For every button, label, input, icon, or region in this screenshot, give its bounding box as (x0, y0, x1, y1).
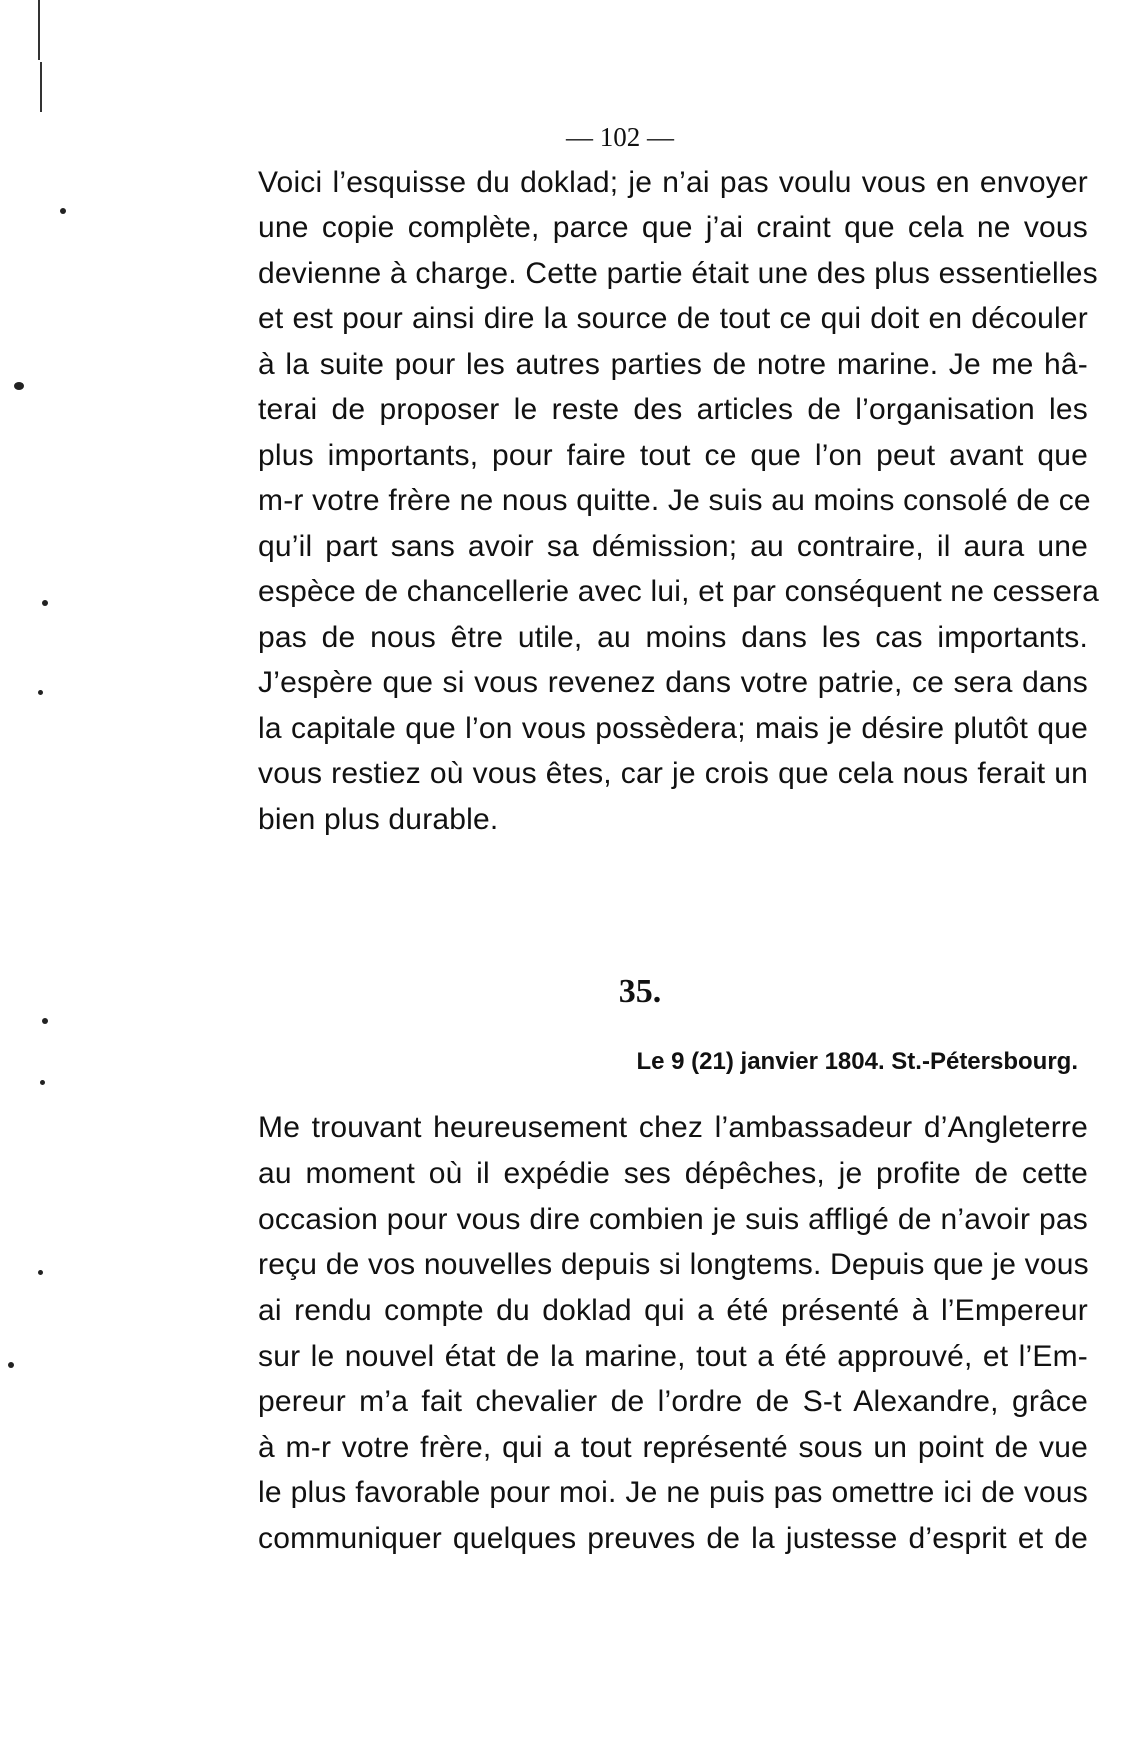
scan-speck (38, 1270, 43, 1275)
scan-speck (42, 600, 48, 606)
text-line: devienne à charge. Cette partie était une des plus essentielles (258, 257, 1098, 290)
dateline: Le 9 (21) janvier 1804. St.-Pétersbourg. (636, 1048, 1078, 1075)
text-line: sur le nouvel état de la marine, tout a été approuvé, et l’Em- (258, 1340, 1088, 1373)
text-line: m-r votre frère ne nous quitte. Je suis au moins consolé de ce (258, 484, 1091, 517)
scan-edge-mark (40, 62, 42, 112)
text-line: qu’il part sans avoir sa démission; au contraire, il aura une (258, 530, 1088, 563)
text-line: ai rendu compte du doklad qui a été présenté à l’Empereur (258, 1294, 1088, 1327)
text-line: et est pour ainsi dire la source de tout ce qui doit en découler (258, 302, 1088, 335)
text-line: plus importants, pour faire tout ce que l’on peut avant que (258, 439, 1088, 472)
text-line: à la suite pour les autres parties de notre marine. Je me hâ- (258, 348, 1088, 381)
text-line: communiquer quelques preuves de la justesse d’esprit et de (258, 1522, 1088, 1555)
text-line: reçu de vos nouvelles depuis si longtems. Depuis que je vous (258, 1248, 1089, 1281)
letter-number: 35. (618, 973, 662, 1010)
text-line: espèce de chancellerie avec lui, et par conséquent ne cessera (258, 575, 1100, 608)
text-line: pereur m’a fait chevalier de l’ordre de S-t Alexandre, grâce (258, 1385, 1088, 1418)
text-line: terai de proposer le reste des articles de l’organisation les (258, 393, 1088, 426)
scan-speck (60, 208, 66, 214)
text-line: le plus favorable pour moi. Je ne puis pas omettre ici de vous (258, 1476, 1088, 1509)
scan-speck (40, 1080, 45, 1085)
text-line: une copie complète, parce que j’ai craint que cela ne vous (258, 211, 1088, 244)
text-line: Voici l’esquisse du doklad; je n’ai pas voulu vous en envoyer (258, 166, 1088, 199)
text-line: pas de nous être utile, au moins dans les cas importants. (258, 621, 1088, 654)
scan-speck (42, 1018, 48, 1024)
text-line: occasion pour vous dire combien je suis affligé de n’avoir pas (258, 1203, 1088, 1236)
text-line: bien plus durable. (258, 803, 499, 836)
text-line: à m-r votre frère, qui a tout représenté sous un point de vue (258, 1431, 1088, 1464)
scan-speck (8, 1362, 14, 1368)
text-line: Me trouvant heureusement chez l’ambassadeur d’Angleterre (258, 1111, 1088, 1144)
text-line: vous restiez où vous êtes, car je crois que cela nous ferait un (258, 757, 1088, 790)
scan-speck (38, 690, 43, 695)
text-line: J’espère que si vous revenez dans votre patrie, ce sera dans (258, 666, 1088, 699)
text-line: la capitale que l’on vous possèdera; mais je désire plutôt que (258, 712, 1088, 745)
scan-speck (14, 382, 24, 390)
text-line: au moment où il expédie ses dépêches, je profite de cette (258, 1157, 1088, 1190)
page-number: — 102 — (566, 122, 674, 152)
scan-edge-mark (38, 0, 40, 60)
